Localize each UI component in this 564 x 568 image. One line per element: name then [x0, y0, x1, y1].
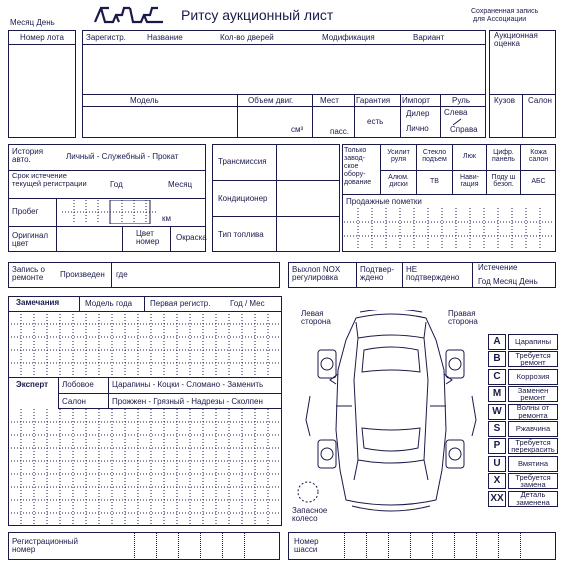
- pass-label: пасс.: [330, 127, 350, 136]
- chassis-label: Номер шасси: [294, 537, 319, 555]
- remarks-label: Замечания: [16, 298, 60, 307]
- legend-text: Царапины: [508, 334, 558, 350]
- reg-number-label: Регистрационный номер: [12, 537, 78, 555]
- legend-key: X: [488, 473, 506, 489]
- body-label: Кузов: [494, 96, 515, 105]
- legend-text: Коррозия: [508, 369, 558, 385]
- opt-leather: Кожа салон: [528, 149, 549, 164]
- dealer-label: Дилер: [406, 109, 430, 118]
- km-label: км: [162, 214, 171, 223]
- warranty-label: Гарантия: [356, 96, 391, 105]
- seats-label: Мест: [320, 96, 339, 105]
- aircon-label: Кондиционер: [218, 194, 268, 203]
- legend-text: Волны от ремонта: [508, 404, 558, 420]
- sale-notes-label: Продажные пометки: [346, 197, 422, 206]
- lot-number-box: [8, 30, 76, 138]
- history-label: История авто.: [12, 147, 44, 165]
- opt-tv: ТВ: [430, 178, 439, 185]
- legend-text: Ржавчина: [508, 421, 558, 437]
- reg-expire-label: Срок истечение текущей регистрации: [12, 171, 87, 188]
- expert-label: Эксперт: [16, 380, 49, 389]
- paint-label: Окраска: [176, 233, 207, 242]
- legend-key: P: [488, 438, 506, 454]
- interior-values: Прожжен - Грязный - Надрезы - Сколпен: [112, 397, 263, 406]
- right-label: Справа: [450, 125, 478, 134]
- page-title: Ритсу аукционный лист: [181, 7, 334, 23]
- model-year-label: Модель года: [85, 299, 133, 308]
- mileage-digits: [62, 200, 158, 224]
- spare-wheel-label: Запасное колесо: [292, 506, 328, 524]
- doors-label: Кол-во дверей: [220, 33, 274, 42]
- where-label: где: [116, 270, 128, 279]
- opt-equipment: Только завод- ское обору- дование: [344, 147, 372, 186]
- legend-text: Требуется замена: [508, 473, 558, 489]
- opt-alloy: Алюм. диски: [388, 174, 409, 189]
- month-label: Месяц: [168, 180, 193, 189]
- opt-sunroof: Люк: [463, 153, 476, 160]
- transmission-label: Трансмиссия: [218, 157, 267, 166]
- repair-label: Запись о ремонте: [12, 265, 45, 283]
- opt-abs: АБС: [531, 178, 546, 185]
- lot-number-label: Номер лота: [20, 33, 64, 42]
- original-color-label: Оригинал цвет: [12, 231, 49, 249]
- legend-text: Заменен ремонт: [508, 386, 558, 402]
- vehicle-info-box: [82, 30, 486, 138]
- import-label: Импорт: [402, 96, 430, 105]
- sale-notes-grid: [344, 208, 554, 250]
- legend-text: Деталь заменена: [508, 491, 558, 507]
- nox-label: Выхлоп NOX регулировка: [292, 265, 341, 283]
- legend-key: XX: [488, 491, 506, 507]
- expiration-date-label: Год Месяц День: [478, 277, 538, 286]
- opt-nav: Нави- гация: [460, 174, 479, 189]
- first-reg-label: Первая регистр.: [150, 299, 211, 308]
- yes-label: есть: [367, 117, 384, 126]
- salon-label: Салон: [528, 96, 552, 105]
- reg-label: Зарегистр.: [86, 33, 126, 42]
- cm3-label: см³: [291, 125, 304, 134]
- legend-key: B: [488, 351, 506, 367]
- opt-power-win: Стекло подъем: [422, 149, 447, 164]
- modification-label: Модификация: [322, 33, 375, 42]
- saved-note-2: для Ассоциации: [473, 16, 527, 23]
- date-label: Месяц День: [10, 18, 55, 27]
- name-label: Название: [147, 33, 183, 42]
- legend-key: U: [488, 456, 506, 472]
- fuel-label: Тип топлива: [218, 230, 264, 239]
- history-values: Личный - Служебный - Прокат: [66, 152, 179, 161]
- year-month-label: Год / Мес: [230, 299, 265, 308]
- right-side-label: Правая сторона: [448, 309, 478, 327]
- interior-label: Салон: [62, 397, 86, 406]
- engine-label: Объем двиг.: [248, 96, 294, 105]
- remarks-grid-bottom: [8, 409, 282, 526]
- raa-logo: [89, 5, 167, 24]
- steering-label: Руль: [452, 96, 470, 105]
- legend-key: C: [488, 369, 506, 385]
- legend-key: W: [488, 404, 506, 420]
- legend-key: A: [488, 334, 506, 350]
- not-confirmed-label: НЕ подтверждено: [406, 265, 460, 283]
- opt-power-steer: Усилит руля: [387, 149, 410, 164]
- legend-text: Требуется перекрасить: [508, 438, 558, 454]
- produced-label: Произведен: [60, 270, 105, 279]
- legend-key: M: [488, 386, 506, 402]
- auction-score-label: Аукционная оценка: [494, 31, 538, 49]
- confirmed-label: Подтвер- ждено: [360, 265, 395, 283]
- car-diagram: [296, 310, 486, 520]
- model-label: Модель: [130, 96, 159, 105]
- legend-text: Требуется ремонт: [508, 351, 558, 367]
- expiration-label: Истечение: [478, 263, 518, 272]
- color-number-label: Цвет номер: [136, 229, 160, 247]
- opt-airbag: Поду ш безоп.: [491, 174, 516, 189]
- legend-text: Вмятина: [508, 456, 558, 472]
- personal-label: Лично: [406, 124, 429, 133]
- legend-key: S: [488, 421, 506, 437]
- windshield-values: Царапины - Коцки - Сломано - Заменить: [112, 380, 264, 389]
- variant-label: Вариант: [413, 33, 445, 42]
- remarks-grid-top: [8, 311, 282, 377]
- left-side-label: Левая сторона: [301, 309, 331, 327]
- left-label: Слева: [444, 108, 468, 117]
- year-label: Год: [110, 180, 123, 189]
- saved-note-1: Сохраненная запись: [471, 8, 539, 15]
- mileage-label: Пробег: [12, 207, 39, 216]
- opt-digital: Цифр. панель: [492, 149, 515, 164]
- windshield-label: Лобовое: [62, 380, 94, 389]
